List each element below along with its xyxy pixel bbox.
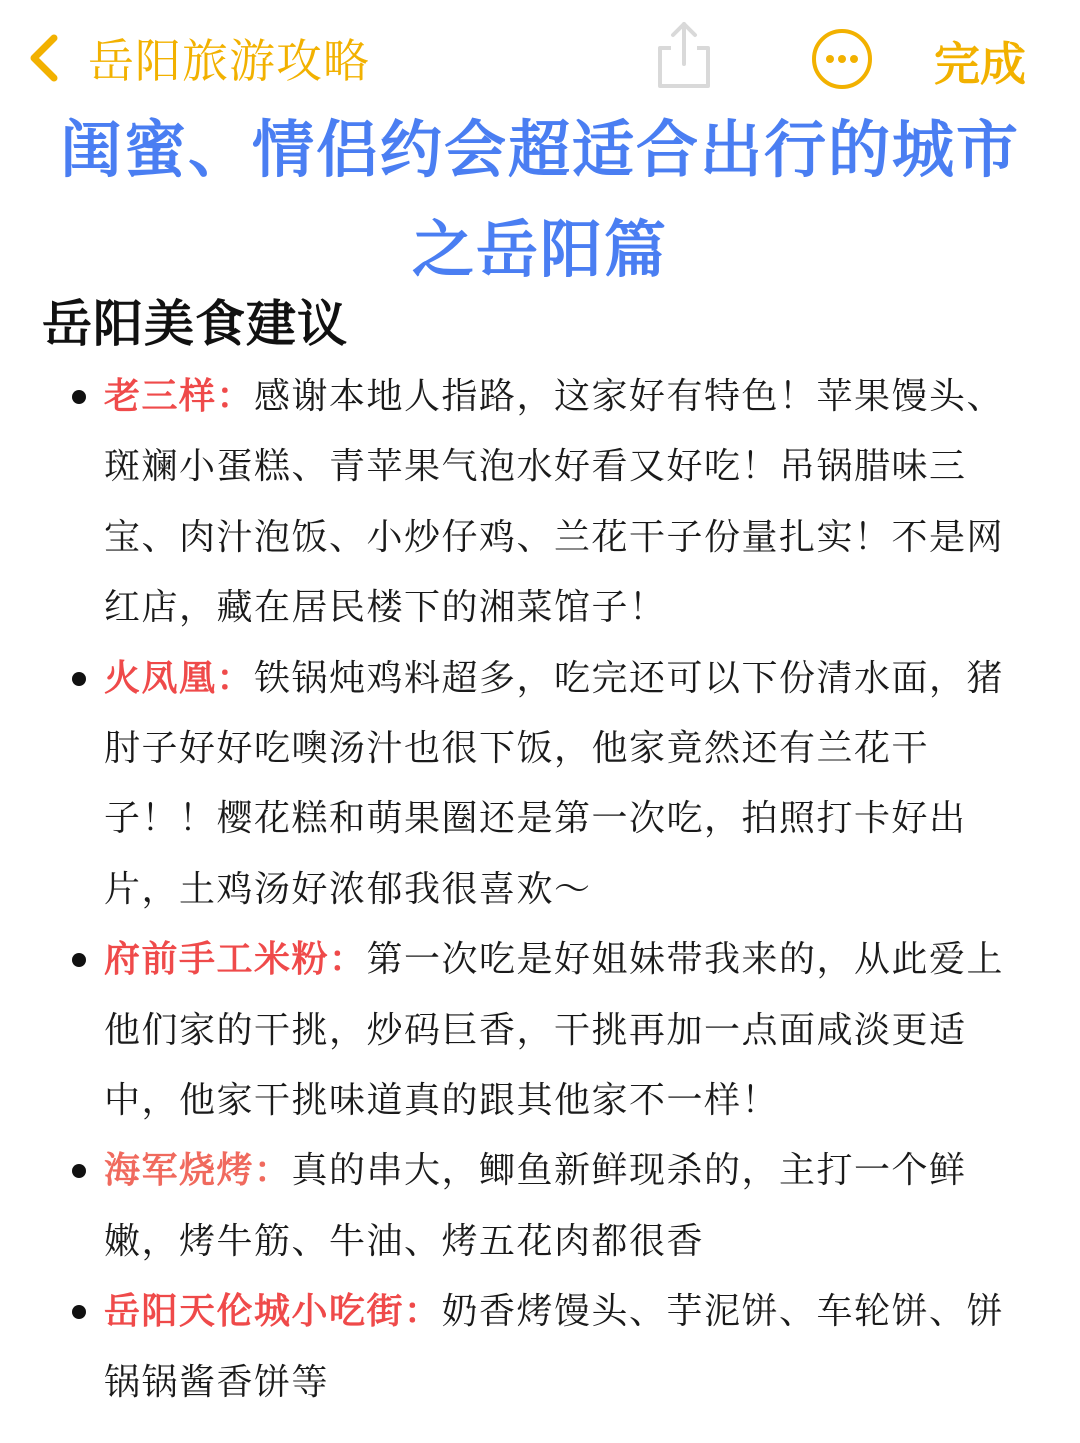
more-icon[interactable] [811, 28, 873, 90]
navigation-bar [0, 0, 1080, 112]
chevron-left-icon[interactable] [22, 28, 66, 88]
item-label: 岳阳天伦城小吃街： [104, 1291, 442, 1333]
list-item [0, 1277, 1080, 1418]
item-text: 感谢本地人指路，这家好有特色！苹果馒头、斑斓小蛋糕、青苹果气泡水好看又好吃！吊锅腊味三宝、肉汁泡饭、小炒仔鸡、兰花干子份量扎实！不是网红店，藏在居民楼下的湘菜馆子！ [104, 376, 1005, 629]
list-item [0, 644, 1080, 926]
bullet-icon [72, 1164, 86, 1178]
bullet-icon [72, 953, 86, 967]
item-text: 真的串大，鲫鱼新鲜现杀的，主打一个鲜嫩，烤牛筋、牛油、烤五花肉都很香 [104, 1150, 967, 1262]
bullet-icon [72, 390, 86, 404]
item-text: 奶香烤馒头、芋泥饼、车轮饼、饼锅锅酱香饼等 [104, 1291, 1005, 1403]
item-text: 第一次吃是好姐妹带我来的，从此爱上他们家的干挑，炒码巨香，干挑再加一点面咸淡更适中，他家干挑味道真的跟其他家不一样！ [104, 939, 1005, 1122]
list-item [0, 925, 1080, 1136]
title-line-2: 之岳阳篇 [411, 213, 668, 286]
share-icon[interactable] [654, 18, 714, 92]
food-list [0, 362, 1080, 1418]
page-title [40, 100, 1040, 300]
bullet-icon [72, 672, 86, 686]
item-label: 府前手工米粉： [104, 939, 367, 981]
bullet-icon [72, 1305, 86, 1319]
done-button[interactable]: 完成 [934, 37, 1026, 91]
item-label: 海军烧烤： [104, 1150, 292, 1192]
item-label: 火凤凰： [104, 657, 255, 699]
list-item [0, 362, 1080, 644]
title-line-1: 闺蜜、情侣约会超适合出行的城市 [59, 113, 1020, 186]
item-text: 铁锅炖鸡料超多，吃完还可以下份清水面，猪肘子好好吃噢汤汁也很下饭，他家竟然还有兰花干子！！樱花糕和萌果圈还是第一次吃，拍照打卡好出片，土鸡汤好浓郁我很喜欢～ [104, 657, 1005, 910]
list-item [0, 1136, 1080, 1277]
back-button[interactable] [22, 26, 370, 90]
back-label[interactable]: 岳阳旅游攻略 [88, 34, 370, 88]
section-title: 岳阳美食建议 [42, 295, 348, 353]
item-label: 老三样： [104, 376, 255, 417]
